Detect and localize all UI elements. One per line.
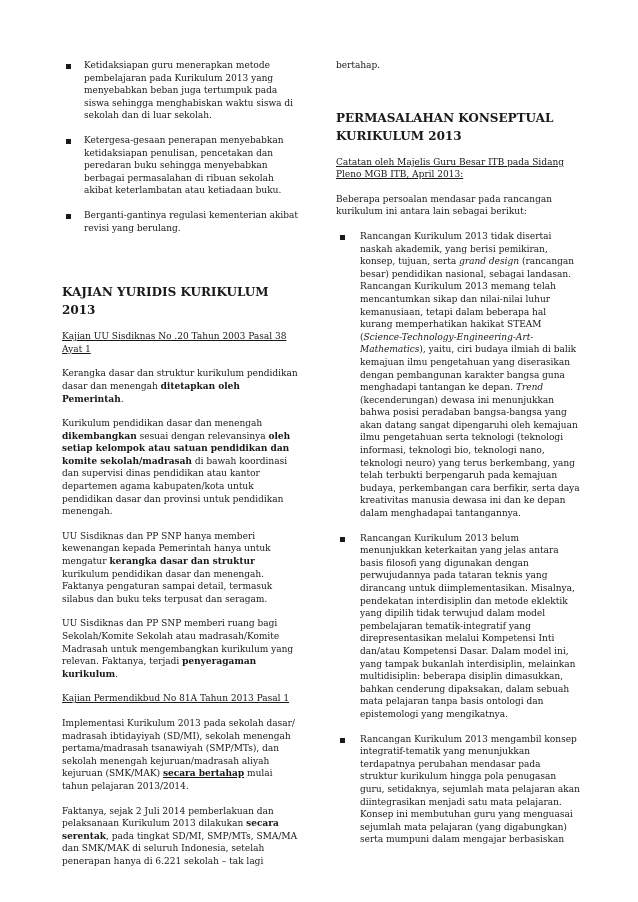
paragraph: UU Sisdiknas dan PP SNP memberi ruang bagi Sekolah/Komite Sekolah atau madrasah/Komite Madrasah untuk mengembangkan kurikulum yang relevan. Faktanya, terjadi penyeragaman kurikulum.	[62, 619, 294, 680]
list-item: Ketergesa-gesaan penerapan menyebabkan ketidaksiapan penulisan, pencetakan dan peredaran buku sehingga menyebabkan berbagai permasalahan di ribuan sekolah akibat keterlambatan atau ketiadaan buku.	[62, 135, 300, 198]
square-bullet-icon	[66, 214, 71, 219]
paragraph: UU Sisdiknas dan PP SNP hanya memberi kewenangan kepada Pemerintah hanya untuk mengatur kerangka dasar dan struktur kurikulum pendidikan dasar dan menengah. Faktanya pengaturan sampai detail, termasuk silabus dan buku teks terpusat dan seragam.	[62, 531, 273, 605]
section-heading-kajian-yuridis: KAJIAN YURIDIS KURIKULUM 2013	[62, 285, 269, 318]
right-bullet-list	[336, 231, 580, 847]
subheading-permendikbud: Kajian Permendikbud No 81A Tahun 2013 Pasal 1	[62, 694, 290, 705]
paragraph-intro: Beberapa persoalan mendasar pada rancangan kurikulum ini antara lain sebagai berikut:	[336, 194, 553, 218]
paragraph: Kerangka dasar dan struktur kurikulum pendidikan dasar dan menengah ditetapkan oleh Pemerintah.	[62, 369, 298, 405]
left-column	[62, 60, 300, 881]
list-item: Rancangan Kurikulum 2013 belum menunjukkan keterkaitan yang jelas antara basis filosofi yang digunakan dengan perwujudannya pada tataran teknis yang dirancang untuk diimplementasikan. Misalnya, pendekatan interdisiplin dan metode eklektik yang dipilih tidak terwujud dalam model pembelajaran tematik-integratif yang direpresentasikan melalui Kompetensi Inti dan/atau Kompetensi Dasar. Dalam model ini, yang tampak bukanlah interdisiplin, melainkan multidisiplin: beberapa disiplin dimasukkan, bahkan cenderung dipaksakan, dalam sebuah mata pelajaran tanpa basis ontologi dan epistemologi yang mengikatnya.	[336, 533, 580, 722]
paragraph: Implementasi Kurikulum 2013 pada sekolah dasar/ madrasah ibtidayiyah (SD/MI), sekolah menengah pertama/madrasah tsanawiyah (SMP/MTs), dan sekolah menengah kejuruan/madrasah aliyah kejuruan (SMK/MAK) secara bertahap mulai tahun pelajaran 2013/2014.	[62, 718, 295, 792]
continuation-text: bertahap.	[336, 61, 381, 71]
subheading-catatan-mgb: Catatan oleh Majelis Guru Besar ITB pada Sidang Pleno MGB ITB, April 2013:	[336, 157, 564, 181]
section-heading-permasalahan: PERMASALAHAN KONSEPTUAL KURIKULUM 2013	[336, 110, 554, 143]
square-bullet-icon	[66, 64, 71, 69]
list-item: Ketidaksiapan guru menerapkan metode pembelajaran pada Kurikulum 2013 yang menyebabkan beban juga tertumpuk pada siswa sehingga menghabiskan waktu siswa di sekolah dan di luar sekolah.	[62, 60, 300, 123]
paragraph: Faktanya, sejak 2 Juli 2014 pemberlakuan dan pelaksanaan Kurikulum 2013 dilakukan secara serentak, pada tingkat SD/MI, SMP/MTs, SMA/MA dan SMK/MAK di seluruh Indonesia, setelah penerapan hanya di 6.221 sekolah – tak lagi	[62, 806, 298, 867]
list-item: Berganti-gantinya regulasi kementerian akibat revisi yang berulang.	[62, 210, 300, 235]
square-bullet-icon	[66, 139, 71, 144]
list-item: Rancangan Kurikulum 2013 tidak disertai naskah akademik, yang berisi pemikiran, konsep, tujuan, serta grand design (rancangan besar) pendidikan nasional, sebagai landasan. Rancangan Kurikulum 2013 memang telah mencantumkan sikap dan nilai-nilai luhur kemanusiaan, tetapi dalam beberapa hal kurang memperhatikan hakikat STEAM (Science-Technology-Engineering-Art-Mathematics), yaitu, ciri budaya ilmiah di balik kemajuan ilmu pengetahuan yang diserasikan dengan pembangunan karakter bangsa guna menghadapi tantangan ke depan. Trend (kecenderungan) dewasa ini menunjukkan bahwa posisi peradaban bangsa-bangsa yang akan datang sangat dipengaruhi oleh kemajuan ilmu pengetahuan serta teknologi (teknologi informasi, teknologi bio, teknologi nano, teknologi neuro) yang terus berkembang, yang telah terbukti berpengaruh pada kemajuan budaya, perkembangan cara berfikir, serta daya kreativitas manusia dewasa ini dan ke depan dalam menghadapai tantangannya.	[336, 231, 580, 521]
square-bullet-icon	[340, 537, 345, 542]
subheading-uu-sisdiknas: Kajian UU Sisdiknas No .20 Tahun 2003 Pasal 38 Ayat 1	[62, 332, 287, 355]
square-bullet-icon	[340, 738, 345, 743]
paragraph: Kurikulum pendidikan dasar dan menengah dikembangkan sesuai dengan relevansinya oleh setiap kelompok atau satuan pendidikan dan komite sekolah/madrasah di bawah koordinasi dan supervisi dinas pendidikan atau kantor departemen agama kabupaten/kota untuk pendidikan dasar dan provinsi untuk pendidikan menengah.	[62, 419, 291, 518]
square-bullet-icon	[340, 235, 345, 240]
right-column	[336, 60, 580, 859]
left-bullet-list	[62, 60, 300, 235]
list-item: Rancangan Kurikulum 2013 mengambil konsep integratif-tematik yang menunjukkan terdapatnya perubahan mendasar pada struktur kurikulum hingga pola penugasan guru, setidaknya, sejumlah mata pelajaran akan diintegrasikan menjadi satu mata pelajaran. Konsep ini membutuhan guru yang menguasai sejumlah mata pelajaran (yang digabungkan) serta mumpuni dalam mengajar berbasiskan	[336, 734, 580, 847]
